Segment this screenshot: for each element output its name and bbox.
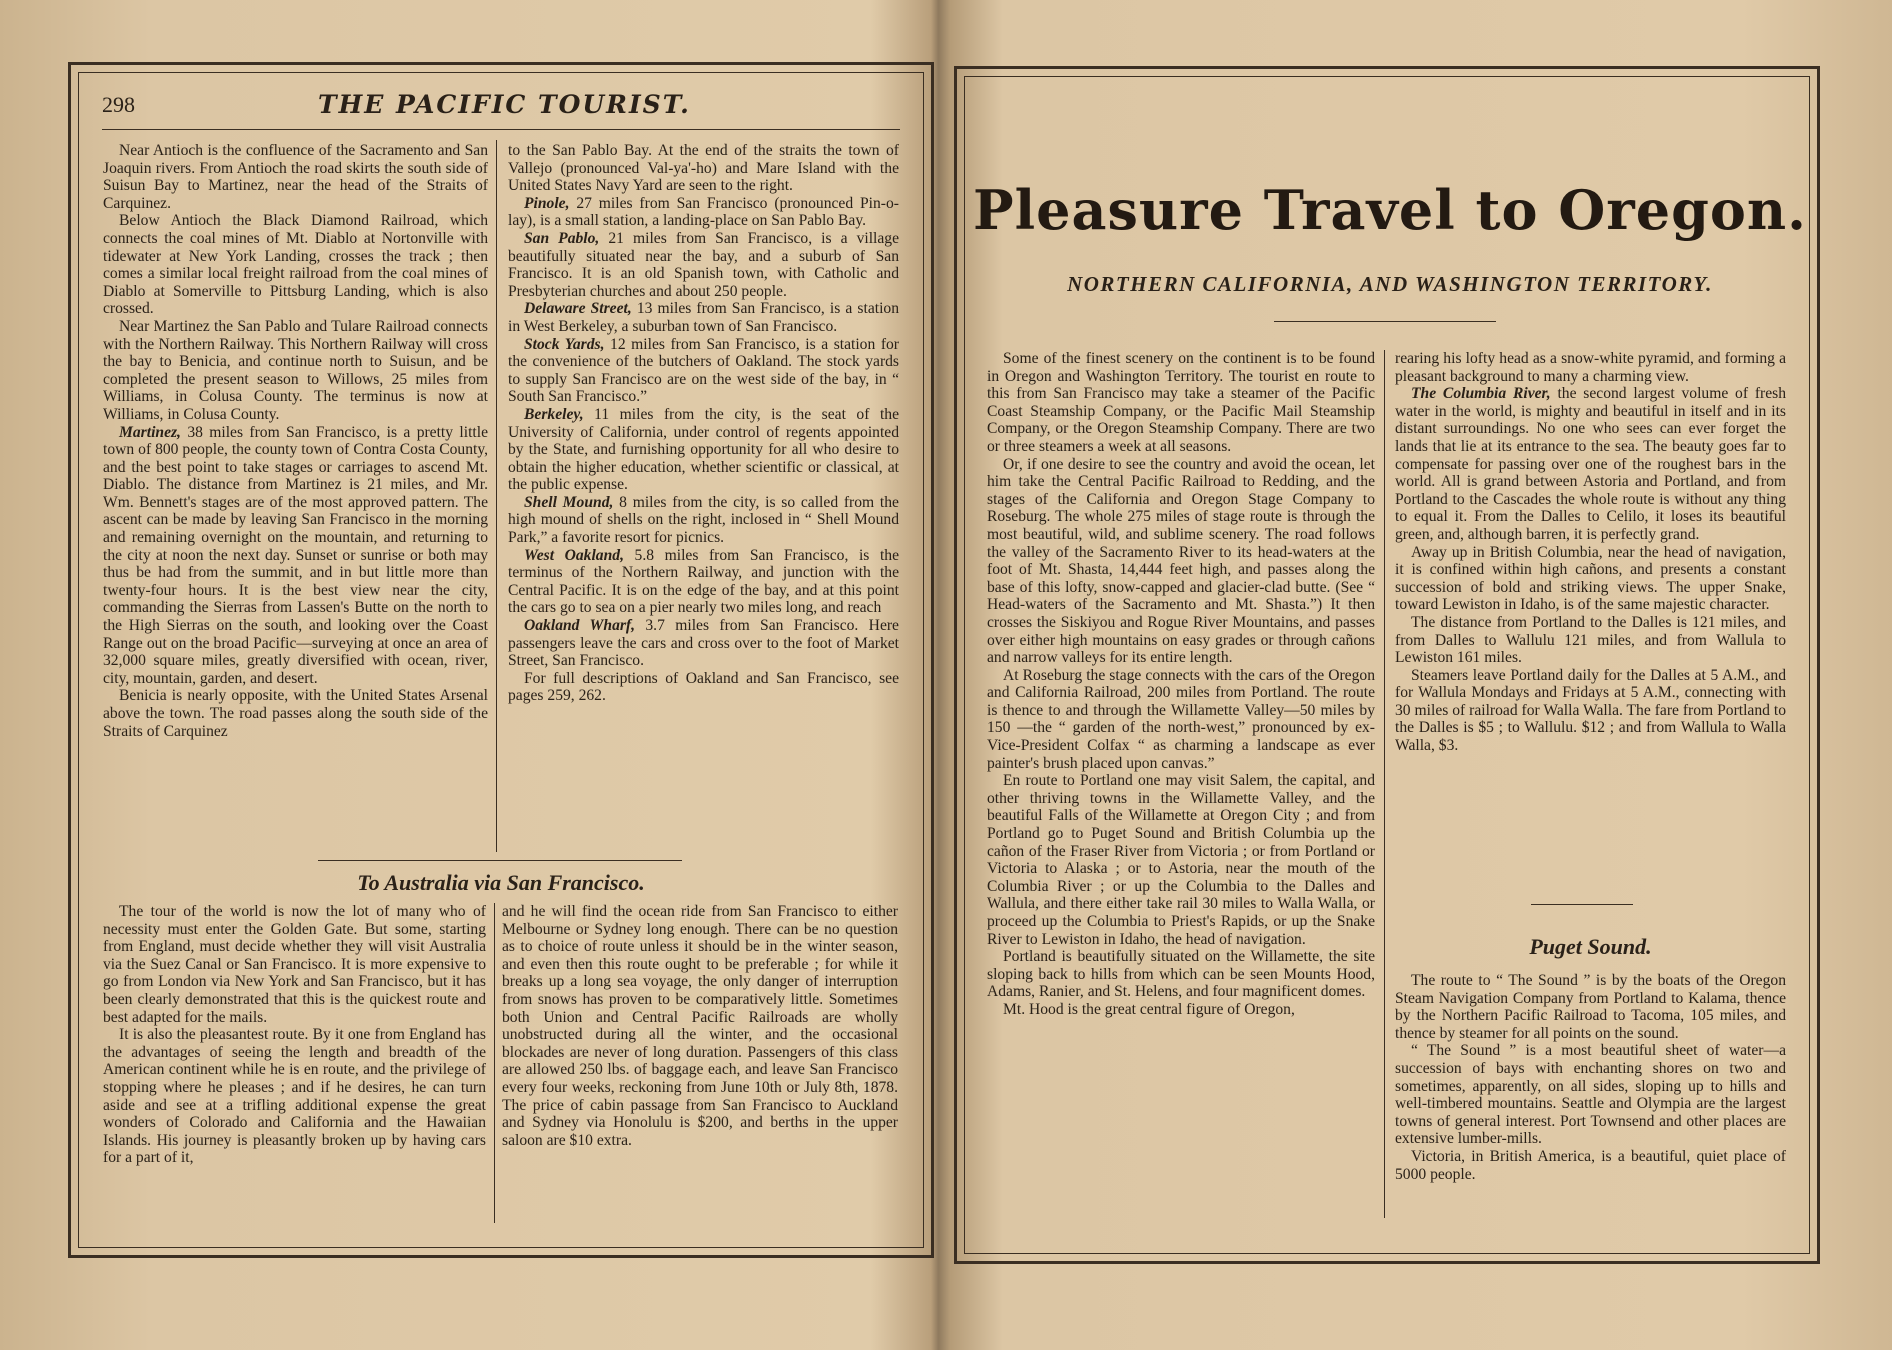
paragraph-text: At Roseburg the stage connects with the cars of the Oregon and California Railroad, 200 miles from Portland. The route is thence to and through the Willamette Valley—50 miles by 150 —the “ garden of the north-west,” pronounced by ex-Vice-President Colfax “ as charming a landscape as ever painter's brush placed upon canvas.”	[987, 666, 1375, 772]
paragraph-text: 12 miles from San Francisco, is a station for the convenience of the butchers of Oakland. The stock yards to supply San Francisco are on the west side of the bay, in “ South San Francisco.”	[508, 335, 899, 406]
column-divider	[494, 903, 495, 1223]
place-name: Berkeley,	[524, 405, 584, 423]
paragraph-text: Victoria, in British America, is a beautiful, quiet place of 5000 people.	[1395, 1147, 1786, 1183]
puget-title: Puget Sound.	[1529, 934, 1652, 959]
paragraph	[1395, 614, 1786, 667]
australia-title: To Australia via San Francisco.	[357, 870, 645, 895]
paragraph	[1395, 667, 1786, 755]
section-divider	[1531, 904, 1633, 905]
paragraph-text: rearing his lofty head as a snow-white pyramid, and forming a pleasant background to many a charming view.	[1395, 350, 1786, 385]
puget-column	[1395, 972, 1786, 1183]
paragraph	[508, 142, 899, 195]
paragraph	[103, 318, 488, 424]
paragraph	[1395, 972, 1786, 1042]
paragraph	[103, 687, 488, 740]
place-name: San Pablo,	[524, 229, 600, 247]
left-column-2	[508, 142, 899, 705]
paragraph	[103, 424, 488, 688]
place-name: West Oakland,	[524, 546, 624, 564]
paragraph	[1395, 544, 1786, 614]
paragraph	[987, 350, 1375, 456]
paragraph	[508, 547, 899, 617]
paragraph	[987, 948, 1375, 1001]
place-name: Pinole,	[524, 194, 570, 212]
paragraph-text: Away up in British Columbia, near the head of navigation, it is confined within high cañons, and presents a constant succession of bold and striking views. The upper Snake, toward Lewiston in Idaho, is of the same majestic character.	[1395, 543, 1786, 614]
place-name: Stock Yards,	[524, 335, 605, 353]
oregon-subtitle: NORTHERN CALIFORNIA, AND WASHINGTON TERRITORY.	[1067, 272, 1713, 296]
paragraph-text: and he will find the ocean ride from San Francisco to either Melbourne or Sydney long enough. There can be no question as to choice of route unless it should be in the winter season, and even then this route ought to be preferable ; for while it breaks up a long sea voyage, the only danger of interruption from snows has proven to be comparatively little. Sometimes both Union and Central Pacific Railroads are wholly unobstructed during all the winter, and the occasional blockades are never of long duration. Passengers of this class are allowed 250 lbs. of baggage each, and leave San Francisco every four weeks, reckoning from June 10th or July 8th, 1878. The price of cabin passage from San Francisco to Auckland and Sydney via Honolulu is $200, and berths in the upper saloon are $10 extra.	[502, 903, 898, 1149]
title-rule	[1274, 321, 1496, 322]
paragraph	[987, 667, 1375, 773]
paragraph-text: 5.8 miles from San Francisco, is the terminus of the Northern Railway, and junction with the Central Pacific. It is on the edge of the bay, and at this point the cars go to sea on a pier nearly two miles long, and reach	[508, 546, 899, 617]
paragraph	[987, 456, 1375, 667]
paragraph-text: It is also the pleasantest route. By it one from England has the advantages of seeing the length and breadth of the American continent while he is en route, and the privilege of stopping where he pleases ; and if he desires, he can turn aside and see at a trifling additional expense the great wonders of Colorado and California and the Hawaiian Islands. His journey is pleasantly broken up by having cars for a part of it,	[103, 1026, 486, 1167]
paragraph	[1395, 1042, 1786, 1148]
paragraph-text: 13 miles from San Francisco, is a station in West Berkeley, a suburban town of San Francisco.	[508, 300, 899, 335]
paragraph	[508, 336, 899, 406]
paragraph	[508, 494, 899, 547]
australia-column-1	[103, 903, 486, 1167]
paragraph	[103, 212, 488, 318]
paragraph-text: The distance from Portland to the Dalles is 121 miles, and from Dalles to Wallulu 121 miles, and from Wallula to Lewiston 161 miles.	[1395, 613, 1786, 667]
paragraph-text: Mt. Hood is the great central figure of Oregon,	[1003, 1000, 1295, 1018]
paragraph	[508, 230, 899, 300]
paragraph	[508, 195, 899, 230]
paragraph-text: Some of the finest scenery on the continent is to be found in Oregon and Washington Territory. The tourist en route to this from San Francisco may take a steamer of the Pacific Coast Steamship Company, or the Pacific Mail Steamship Company, or the Oregon Steamship Company. There are two or three steamers a week at all seasons.	[987, 350, 1375, 455]
paragraph-text: Steamers leave Portland daily for the Dalles at 5 A.M., and for Wallula Mondays and Fridays at 5 A.M., connecting with 30 miles of railroad for Walla Walla. The fare from Portland to the Dalles is $5 ; to Wallulu. $12 ; and from Wallula to Walla Walla, $3.	[1395, 666, 1786, 755]
oregon-title: Pleasure Travel to Oregon.	[973, 178, 1807, 242]
paragraph-text: “ The Sound ” is a most beautiful sheet of water—a succession of bays with enchanting shores on two and sometimes, apparently, on all sides, sloping up to hills and well-timbered mountains. Seattle and Olympia are the largest towns of general interest. Port Townsend and other places are extensive lumber-mills.	[1395, 1042, 1786, 1148]
paragraph-text: 11 miles from the city, is the seat of the University of California, under control of regents appointed by the State, and furnishing opportunity for all who desire to obtain the higher education, whether scientific or classical, at the public expense.	[508, 405, 899, 494]
paragraph-text: 3.7 miles from San Francisco. Here passengers leave the cars and cross over to the foot of Market Street, San Francisco.	[508, 617, 899, 670]
paragraph-text: Below Antioch the Black Diamond Railroad, which connects the coal mines of Mt. Diablo at Nortonville with tidewater at New York Landing, crosses the track ; then comes a similar local freight railroad from the coal mines of Diablo at Somerville to Pittsburg Landing, which is also crossed.	[103, 212, 488, 318]
section-divider	[318, 860, 682, 861]
left-column-1	[103, 142, 488, 740]
paragraph-text: En route to Portland one may visit Salem, the capital, and other thriving towns in the Willamette Valley, and the beautiful Falls of the Willamette at Oregon City ; and from Portland go to Puget Sound and British Columbia up the cañon of the Fraser River from Victoria ; or from Portland or Victoria to Alaska ; or to Astoria, near the mouth of the Columbia River ; or up the Columbia to the Dalles and Wallula, and there either take rail 30 miles to Walla Walla, or proceed up the Columbia to Priest's Rapids, or up the Snake River to Lewiston in Idaho, the head of navigation.	[987, 772, 1375, 948]
place-name: Martinez,	[119, 423, 181, 441]
column-divider	[496, 140, 497, 852]
paragraph	[508, 406, 899, 494]
running-head: THE PACIFIC TOURIST.	[318, 90, 691, 119]
paragraph	[103, 1026, 486, 1167]
paragraph-text: 38 miles from San Francisco, is a pretty little town of 800 people, the county town of Contra Costa County, and the best point to take stages or carriages to ascend Mt. Diablo. The distance from Martinez is 21 miles, and Mr. Wm. Bennett's stages are of the most approved pattern. The ascent can be made by leaving San Francisco in the morning and remaining overnight on the mountain, and returning to the city at noon the next day. Sunset or sunrise or both may thus be had from the summit, and in but little more than twenty-four hours. It is the best view near the city, commanding the Sierras from Lassen's Butte on the north to the High Sierras on the south, and looking over the Coast Range out on the broad Pacific—surveying at once an area of 32,000 square miles, greatly diversified with ocean, river, city, mountain, garden, and desert.	[103, 423, 488, 687]
paragraph-text: Or, if one desire to see the country and avoid the ocean, let him take the Central Pacific Railroad to Redding, and the stages of the California and Oregon Stage Company to Roseburg. The whole 275 miles of stage route is through the most beautiful, wild, and sublime scenery. The road follows the valley of the Sacramento River to its head-waters at the foot of Mt. Shasta, 14,444 feet high, and passes along the base of this lofty, snow-capped and glacier-clad butte. (See “ Head-waters of the Sacramento and Mt. Shasta.”) It then crosses the Siskiyou and Rogue River Mountains, and passes over either high mountains on easy grades or through cañons and narrow valleys for its entire length.	[987, 455, 1375, 667]
paragraph	[508, 670, 899, 705]
right-column-1	[987, 350, 1375, 1019]
australia-column-2	[502, 903, 898, 1149]
paragraph	[1395, 1148, 1786, 1183]
paragraph-text: The tour of the world is now the lot of many who of necessity must enter the Golden Gate. But some, starting from England, must decide whether they will visit Australia via the Suez Canal or San Francisco. It is more expensive to go from London via New York and San Francisco, but it has been clearly demonstrated that this is the quickest route and best adapted for the mails.	[103, 903, 486, 1026]
paragraph-text: 27 miles from San Francisco (pronounced Pin-o-lay), is a small station, a landing-place on San Pablo Bay.	[508, 194, 899, 230]
paragraph-text: Near Antioch is the confluence of the Sacramento and San Joaquin rivers. From Antioch the road skirts the south side of Suisun Bay to Martinez, near the head of the Straits of Carquinez.	[103, 142, 488, 212]
place-name: Delaware Street,	[524, 300, 632, 318]
paragraph-text: For full descriptions of Oakland and San Francisco, see pages 259, 262.	[508, 669, 899, 705]
paragraph-text: 21 miles from San Francisco, is a village beautifully situated near the bay, and a suburb of San Francisco. It is an old Spanish town, with Catholic and Presbyterian churches and about 250 people.	[508, 229, 899, 300]
paragraph-text: to the San Pablo Bay. At the end of the straits the town of Vallejo (pronounced Val-ya'-ho) and Mare Island with the United States Navy Yard are seen to the right.	[508, 142, 899, 195]
paragraph	[508, 617, 899, 670]
paragraph-text: Benicia is nearly opposite, with the United States Arsenal above the town. The road passes along the south side of the Straits of Carquinez	[103, 687, 488, 740]
paragraph-text: Portland is beautifully situated on the Willamette, the site sloping back to hills from which can be seen Mounts Hood, Adams, Ranier, and St. Helens, and four magnificent domes.	[987, 948, 1375, 1001]
paragraph	[103, 903, 486, 1026]
place-name: The Columbia River,	[1411, 385, 1551, 403]
paragraph-text: the second largest volume of fresh water in the world, is mighty and beautiful in itself and in its distant surroundings. No one who sees can ever forget the lands that lie at its entrance to the sea. The beauty goes far to compensate for passing over one of the roughest bars in the world. All is grand between Astoria and Portland, and from Portland to the Cascades the whole route is without any thing to equal it. From the Dalles to Celilo, it loses its beautiful green, and, although barren, it is perfectly grand.	[1395, 385, 1786, 543]
page-number: 298	[102, 92, 135, 117]
header-rule	[102, 129, 900, 130]
paragraph	[987, 1001, 1375, 1019]
paragraph	[502, 903, 898, 1149]
place-name: Oakland Wharf,	[524, 617, 636, 635]
paragraph	[1395, 385, 1786, 543]
paragraph-text: Near Martinez the San Pablo and Tulare Railroad connects with the Northern Railway. This Northern Railway will cross the bay to Benicia, and continue north to Suisun, and be completed the present season to Willows, 25 miles from Williams, in Colusa County. The terminus is now at Williams, in Colusa County.	[103, 317, 488, 423]
column-divider	[1384, 350, 1385, 1218]
paragraph	[508, 300, 899, 335]
paragraph-text: 8 miles from the city, is so called from the high mound of shells on the right, inclosed in “ Shell Mound Park,” a favorite resort for picnics.	[508, 493, 899, 547]
paragraph-text: The route to “ The Sound ” is by the boats of the Oregon Steam Navigation Company from Portland to Kalama, thence by the Northern Pacific Railroad to Tacoma, 105 miles, and thence by steamer for all points on the sound.	[1395, 972, 1786, 1042]
place-name: Shell Mound,	[524, 493, 614, 511]
paragraph	[987, 772, 1375, 948]
paragraph	[1395, 350, 1786, 385]
paragraph	[103, 142, 488, 212]
right-column-2	[1395, 350, 1786, 755]
